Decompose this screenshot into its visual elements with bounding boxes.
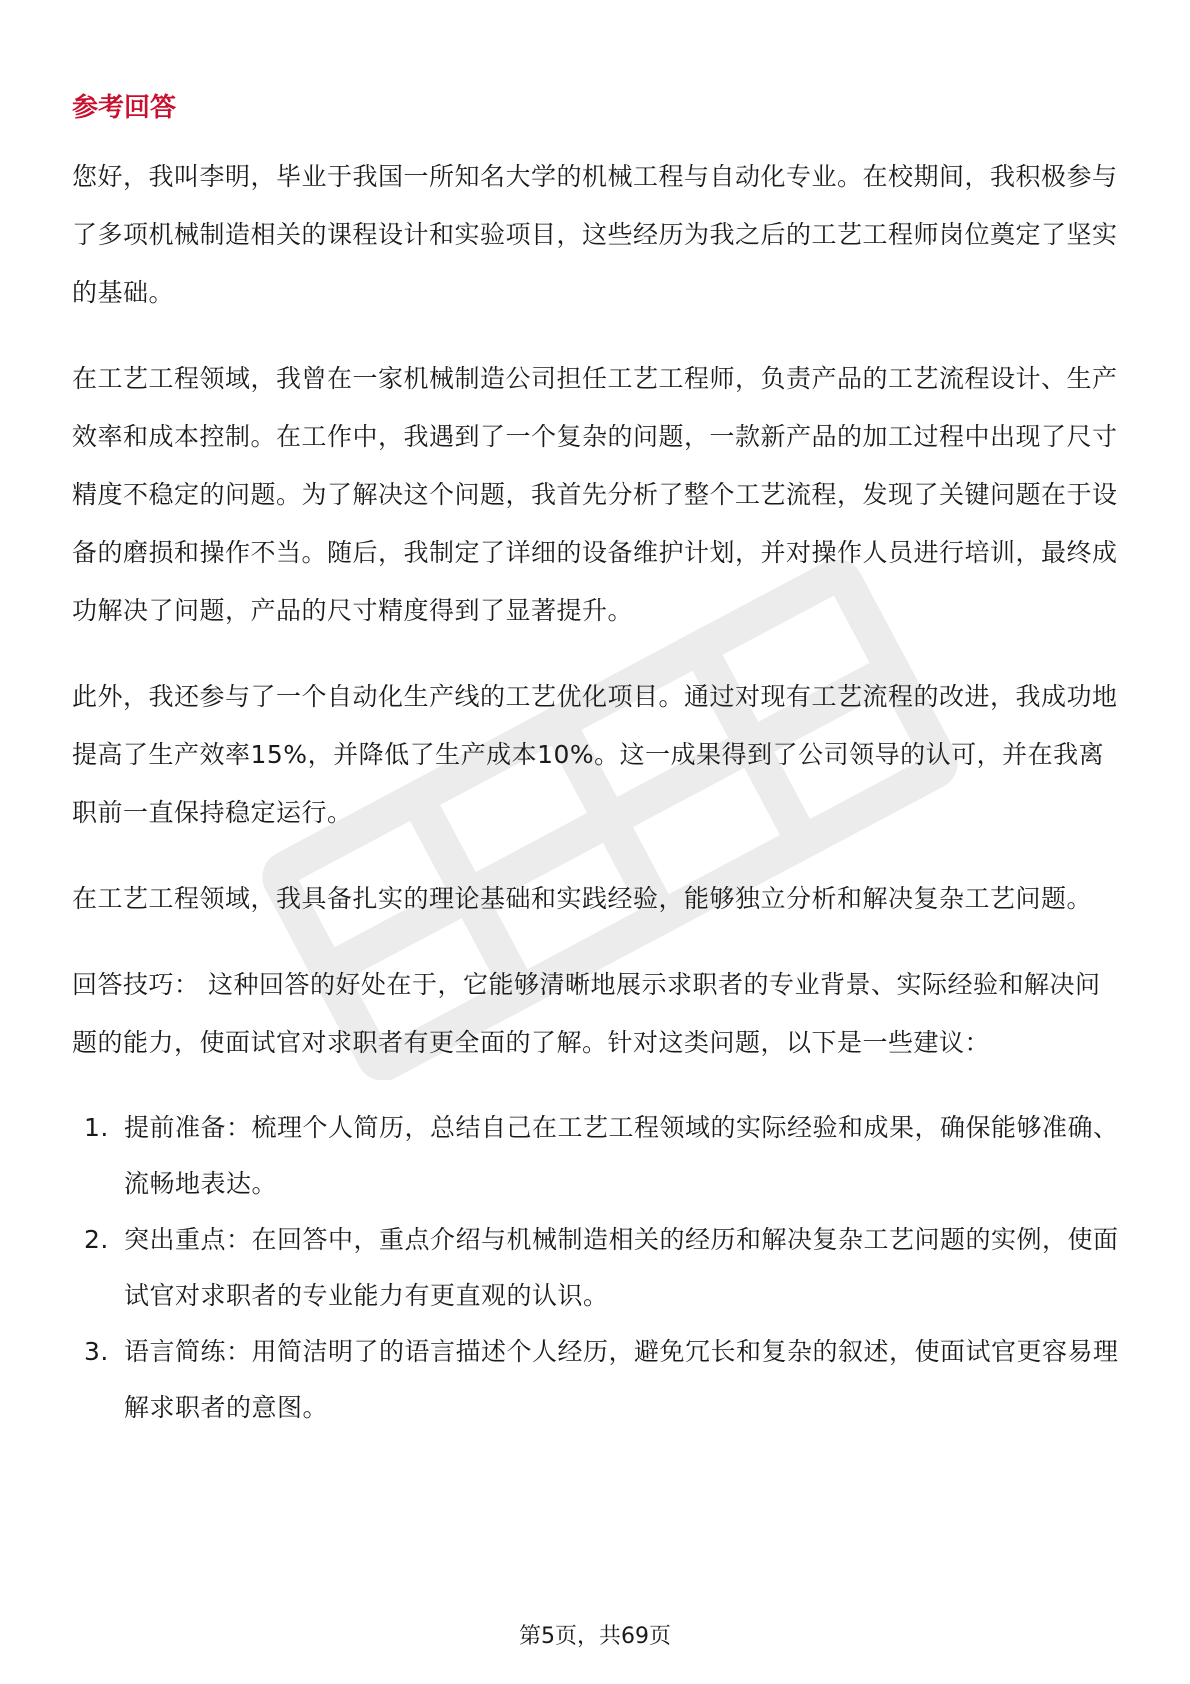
page-number: 第5页，共69页: [519, 1624, 671, 1649]
answer-paragraph-3: 此外，我还参与了一个自动化生产线的工艺优化项目。通过对现有工艺流程的改进，我成功地提高了生产效率15%，并降低了生产成本10%。这一成果得到了公司领导的认可，并在我离职前一直保持稳定运行。: [72, 682, 1118, 827]
list-item: [72, 1324, 1122, 1436]
tips-list: [72, 1100, 1122, 1436]
section-title: 参考回答: [72, 93, 177, 123]
list-item-text: 语言简练：用简洁明了的语言描述个人经历，避免冗长和复杂的叙述，使面试官更容易理解求职者的意图。: [124, 1337, 1119, 1422]
answer-paragraph-2: 在工艺工程领域，我曾在一家机械制造公司担任工艺工程师，负责产品的工艺流程设计、生产效率和成本控制。在工作中，我遇到了一个复杂的问题，一款新产品的加工过程中出现了尺寸精度不稳定的问题。为了解决这个问题，我首先分析了整个工艺流程，发现了关键问题在于设备的磨损和操作不当。随后，我制定了详细的设备维护计划，并对操作人员进行培训，最终成功解决了问题，产品的尺寸精度得到了显著提升。: [72, 364, 1118, 625]
answer-tips-intro: 回答技巧： 这种回答的好处在于，它能够清晰地展示求职者的专业背景、实际经验和解决问题的能力，使面试官对求职者有更全面的了解。针对这类问题，以下是一些建议：: [72, 970, 1101, 1057]
list-item: [72, 1100, 1122, 1212]
list-item-number: 2.: [84, 1225, 109, 1254]
list-item-number: 1.: [84, 1113, 109, 1142]
list-item-number: 3.: [84, 1337, 109, 1366]
answer-paragraph-1: 您好，我叫李明，毕业于我国一所知名大学的机械工程与自动化专业。在校期间，我积极参与了多项机械制造相关的课程设计和实验项目，这些经历为我之后的工艺工程师岗位奠定了坚实的基础。: [72, 162, 1118, 307]
main-content: [72, 88, 1122, 1436]
list-item-text: 提前准备：梳理个人简历，总结自己在工艺工程领域的实际经验和成果，确保能够准确、流畅地表达。: [124, 1113, 1119, 1198]
answer-paragraph-4: 在工艺工程领域，我具备扎实的理论基础和实践经验，能够独立分析和解决复杂工艺问题。: [72, 884, 1093, 913]
list-item: [72, 1212, 1122, 1324]
list-item-text: 突出重点：在回答中，重点介绍与机械制造相关的经历和解决复杂工艺问题的实例，使面试官对求职者的专业能力有更直观的认识。: [124, 1225, 1119, 1310]
